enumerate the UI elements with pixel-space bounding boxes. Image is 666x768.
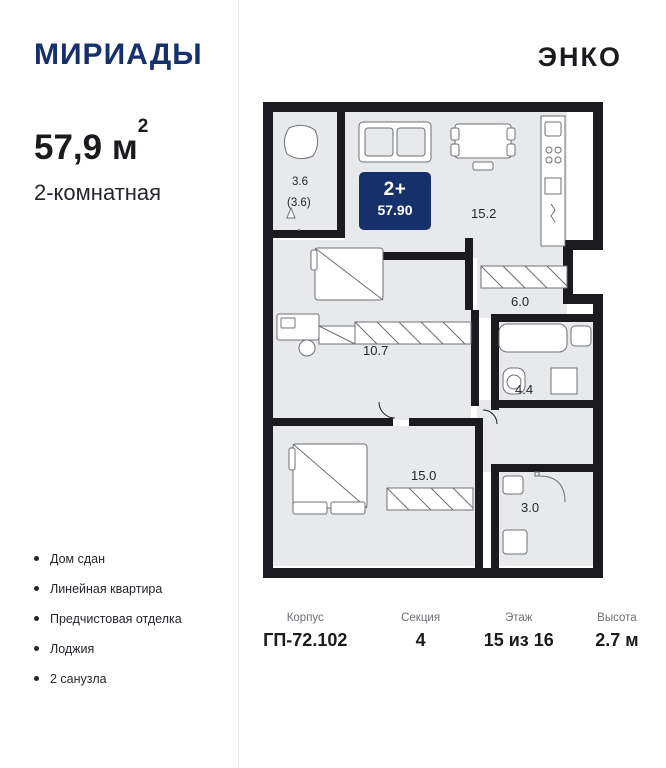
info-korpus-label: Корпус (286, 612, 324, 624)
plan-info-table (239, 612, 666, 651)
apartment-area (34, 116, 149, 168)
room-hall-label: 6.0 (511, 294, 530, 309)
info-section-label: Секция (401, 612, 441, 624)
room-bathroom-second-label: 3.0 (521, 500, 540, 515)
features-list (34, 552, 234, 702)
info-floor-label: Этаж (505, 612, 533, 624)
floorplan-panel (239, 0, 666, 768)
badge-area: 57.90 (377, 202, 413, 218)
feature-label: Лоджия (50, 642, 95, 656)
list-item (34, 582, 234, 596)
apartment-rooms-label: 2-комнатная (34, 180, 162, 205)
company-logo: ЭНКО (537, 42, 622, 72)
doors-layer (259, 100, 649, 580)
info-korpus (239, 612, 372, 651)
floorplan-drawing (259, 100, 649, 580)
info-section (372, 612, 470, 651)
feature-label: 2 санузла (50, 672, 107, 686)
info-height (568, 612, 666, 651)
info-height-value: 2.7 м (595, 630, 639, 650)
info-section-value: 4 (415, 630, 426, 650)
list-item (34, 642, 234, 656)
list-item (34, 552, 234, 566)
info-korpus-value: ГП-72.102 (263, 630, 348, 650)
info-height-label: Высота (597, 612, 637, 624)
list-item (34, 672, 234, 686)
bullet-icon (34, 586, 39, 591)
bullet-icon (34, 556, 39, 561)
bullet-icon (34, 616, 39, 621)
feature-label: Предчистовая отделка (50, 612, 182, 626)
room-bathroom-main-label: 4.4 (515, 382, 534, 397)
room-bedroom-1-label: 10.7 (363, 343, 389, 358)
feature-label: Линейная квартира (50, 582, 163, 596)
room-loggia-label: 3.6 (292, 176, 308, 188)
room-bedroom-2-label: 15.0 (411, 468, 437, 483)
area-number: 57,9 м (34, 128, 138, 167)
info-floor-value: 15 из 16 (483, 630, 554, 650)
area-badge (359, 172, 431, 230)
list-item (34, 612, 234, 626)
bullet-icon (34, 676, 39, 681)
area-superscript: 2 (137, 116, 149, 138)
badge-rooms: 2+ (383, 179, 407, 200)
info-floor (470, 612, 568, 651)
bullet-icon (34, 646, 39, 651)
room-kitchen-living-label: 15.2 (471, 206, 497, 221)
room-loggia-label-2: (3.6) (287, 197, 311, 209)
feature-label: Дом сдан (50, 552, 106, 566)
developer-logo: МИРИАДЫ (34, 38, 203, 71)
left-info-panel (0, 0, 239, 768)
